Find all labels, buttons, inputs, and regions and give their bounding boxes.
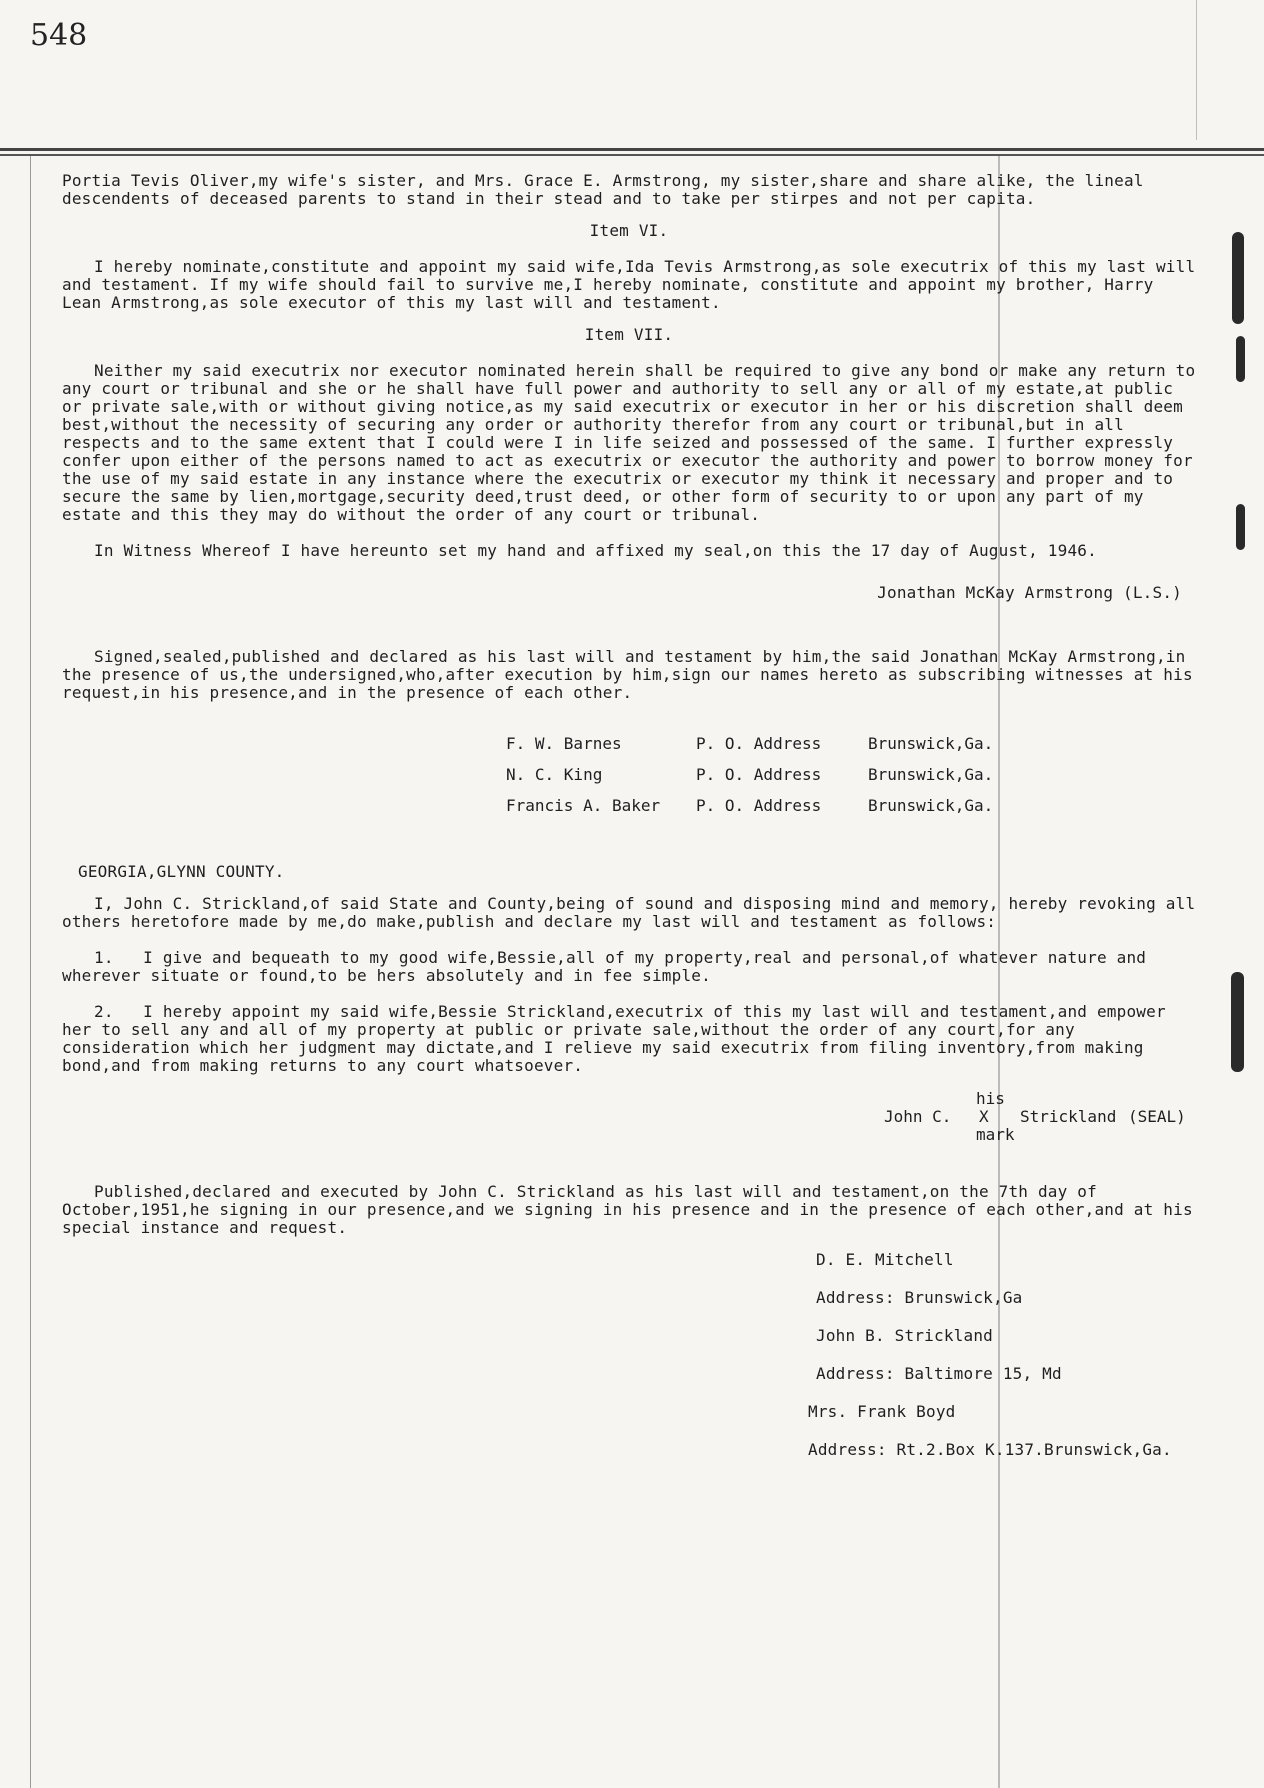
witness-row (506, 790, 993, 821)
mark-his-label: his (976, 1089, 1005, 1108)
signer-name: John B. Strickland (816, 1326, 993, 1345)
will-item-1: 1. I give and bequeath to my good wife,Bessie,all of my property,real and personal,of whatever nature and wherever situate or found,to be hers absolutely and in fee simple. (62, 948, 1156, 985)
signer-address: Address: Brunswick,Ga (816, 1288, 1023, 1307)
witness-address: Brunswick,Ga. (868, 734, 994, 753)
signer-address: Address: Baltimore 15, Md (816, 1364, 1062, 1383)
left-margin-line (30, 156, 31, 1788)
witness-address: Brunswick,Ga. (868, 765, 994, 784)
mark-mark-label: mark (976, 1125, 1015, 1144)
publication-clause: Published,declared and executed by John C. Strickland as his last will and testament,on the 7th day of October,1951,he signing in our presence,and we signing in his presence and in the presence of each other,and at his special instance and request. (62, 1182, 1203, 1237)
witness-row (506, 728, 993, 759)
will-intro: I, John C. Strickland,of said State and County,being of sound and disposing mind and memory, hereby revoking all others heretofore made by me,do make,publish and declare my last will and testament as follows: (62, 894, 1206, 931)
mark-x: X (979, 1107, 989, 1126)
witness-name: N. C. King (506, 765, 603, 784)
item-vii-text: Neither my said executrix nor executor nominated herein shall be required to give any bond or make any return to any court or tribunal and she or he shall have full power and authority to sell any or all of my estate,at public or private sale,with or without giving notice,as my said executrix or executor in her or his discretion shall deem best,without the necessity of securing any order or authority therefor from any court or tribunal,but in all respects and to the same extent that I could were I in life seized and possessed of the same. I further expressly confer upon either of the persons named to act as executrix or executor the authority and power to borrow money for the use of my said estate in any instance where the executrix or executor my think it necessary and proper and to secure the same by lien,mortgage,security deed,trust deed, or other form of security to or upon any part of my estate and this they may do without the order of any court or tribunal. (62, 361, 1206, 524)
binder-mark (1236, 336, 1245, 382)
header-rule (0, 148, 1264, 151)
document-body (62, 171, 1206, 1479)
attestation-clause: Signed,sealed,published and declared as his last will and testament by him,the said Jonathan McKay Armstrong,in the presence of us,the undersigned,who,after execution by him,sign our names hereto as subscribing witnesses at his request,in his presence,and in the presence of each other. (62, 647, 1203, 702)
witness-address-label: P. O. Address (696, 796, 822, 815)
witness-name: Francis A. Baker (506, 796, 661, 815)
signer-name: D. E. Mitchell (816, 1250, 954, 1269)
signer-name: Mrs. Frank Boyd (808, 1402, 956, 1421)
mark-last-name: Strickland (1020, 1107, 1117, 1126)
header-rule-secondary (0, 154, 1264, 156)
item-vi-heading: Item VI. (589, 221, 669, 240)
item-vi-text: I hereby nominate,constitute and appoint my said wife,Ida Tevis Armstrong,as sole executrix of this my last will and testament. If my wife should fail to survive me,I hereby nominate, constitute and appoint my brother, Harry Lean Armstrong,as sole executor of this my last will and testament. (62, 257, 1206, 312)
binder-mark (1232, 232, 1244, 324)
will-item-2: 2. I hereby appoint my said wife,Bessie Strickland,executrix of this my last will and testament,and empower her to sell any and all of my property at public or private sale,without the order of any court,for any consideration which her judgment may dictate,and I relieve my said executrix from filing inventory,from making bond,and from making returns to any court whatsoever. (62, 1002, 1176, 1075)
witness-whereof-clause: In Witness Whereof I have hereunto set my hand and affixed my seal,on this the 17 day of August, 1946. (94, 541, 1097, 560)
witness-address: Brunswick,Ga. (868, 796, 994, 815)
binder-mark (1236, 504, 1245, 550)
testator-signature: Jonathan McKay Armstrong (L.S.) (877, 583, 1182, 602)
signer-address: Address: Rt.2.Box K.137.Brunswick,Ga. (808, 1440, 1172, 1459)
witness-signatures (808, 1250, 1196, 1459)
page-number: 548 (30, 18, 88, 53)
witness-list (506, 728, 993, 821)
mark-first-name: John C. (884, 1107, 952, 1126)
witness-address-label: P. O. Address (696, 765, 822, 784)
witness-row (506, 759, 993, 790)
continuation-paragraph: Portia Tevis Oliver,my wife's sister, and Mrs. Grace E. Armstrong, my sister,share and share alike, the lineal descendents of deceased parents to stand in their stead and to take per stirpes and not per capita. (62, 171, 1154, 208)
witness-address-label: P. O. Address (696, 734, 822, 753)
edge-shadow-line (1196, 0, 1197, 140)
witness-name: F. W. Barnes (506, 734, 622, 753)
testator-mark-signature (822, 1089, 1186, 1144)
jurisdiction-heading: GEORGIA,GLYNN COUNTY. (78, 862, 285, 881)
item-vii-heading: Item VII. (584, 325, 674, 344)
mark-seal: (SEAL) (1128, 1107, 1186, 1126)
binder-mark (1231, 972, 1244, 1072)
